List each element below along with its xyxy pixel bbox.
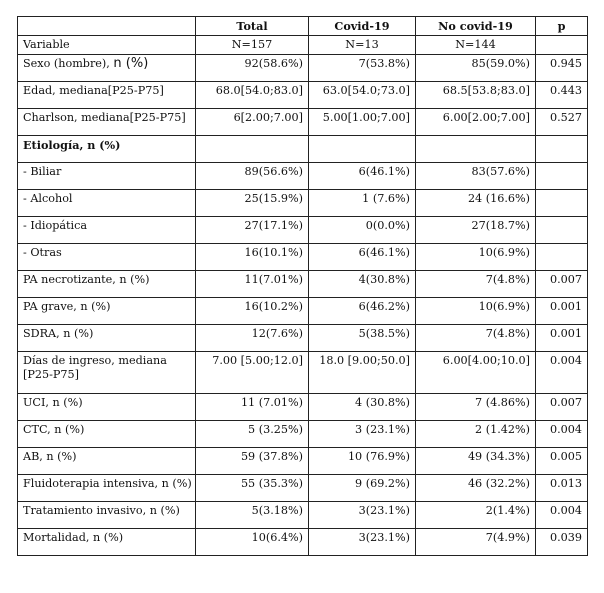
cell-no-covid: 46 (32.2%): [416, 475, 536, 502]
table-row: [18, 217, 588, 244]
table-row: [18, 82, 588, 109]
cell-p: 0.005: [536, 448, 588, 475]
row-label: Tratamiento invasivo, n (%): [18, 502, 196, 529]
cell-p: [536, 217, 588, 244]
cell-covid: 5(38.5%): [309, 325, 416, 352]
cell-p: 0.001: [536, 298, 588, 325]
header-total: Total: [196, 17, 309, 36]
cell-no-covid: 85(59.0%): [416, 55, 536, 82]
cell-covid: 0(0.0%): [309, 217, 416, 244]
table-row: [18, 529, 588, 556]
cell-total: 55 (35.3%): [196, 475, 309, 502]
cell-covid: 6(46.1%): [309, 244, 416, 271]
row-label: Etiología, n (%): [18, 136, 196, 163]
cell-p: [536, 163, 588, 190]
row-label: Charlson, mediana[P25-P75]: [18, 109, 196, 136]
cell-p: 0.004: [536, 502, 588, 529]
cell-no-covid: 27(18.7%): [416, 217, 536, 244]
row-label: Días de ingreso, mediana [P25-P75]: [18, 352, 196, 394]
subheader-variable: Variable: [18, 36, 196, 55]
header-row: [18, 17, 588, 36]
cell-covid: 6(46.1%): [309, 163, 416, 190]
cell-total: 16(10.1%): [196, 244, 309, 271]
row-label: Fluidoterapia intensiva, n (%): [18, 475, 196, 502]
cell-no-covid: 49 (34.3%): [416, 448, 536, 475]
table-row: [18, 271, 588, 298]
cell-covid: 4 (30.8%): [309, 394, 416, 421]
cell-no-covid: 6.00[4.00;10.0]: [416, 352, 536, 394]
cell-p: 0.443: [536, 82, 588, 109]
cell-covid: 6(46.2%): [309, 298, 416, 325]
cell-no-covid: 68.5[53.8;83.0]: [416, 82, 536, 109]
subheader-row: [18, 36, 588, 55]
table-row: [18, 421, 588, 448]
cell-total: 27(17.1%): [196, 217, 309, 244]
cell-total: [196, 136, 309, 163]
table-row: [18, 136, 588, 163]
table-row: [18, 55, 588, 82]
row-label: - Biliar: [18, 163, 196, 190]
row-label: Edad, mediana[P25-P75]: [18, 82, 196, 109]
table-row: [18, 394, 588, 421]
cell-p: 0.007: [536, 271, 588, 298]
table-row: [18, 448, 588, 475]
header-variable: [18, 17, 196, 36]
cell-p: [536, 190, 588, 217]
cell-total: 92(58.6%): [196, 55, 309, 82]
cell-p: 0.527: [536, 109, 588, 136]
cell-total: 68.0[54.0;83.0]: [196, 82, 309, 109]
subheader-covid: N=13: [309, 36, 416, 55]
cell-p: 0.004: [536, 421, 588, 448]
cell-total: 11(7.01%): [196, 271, 309, 298]
cell-p: 0.007: [536, 394, 588, 421]
table-row: [18, 352, 588, 394]
cell-total: 16(10.2%): [196, 298, 309, 325]
subheader-no-covid: N=144: [416, 36, 536, 55]
cell-p: 0.013: [536, 475, 588, 502]
header-p: p: [536, 17, 588, 36]
cell-no-covid: 83(57.6%): [416, 163, 536, 190]
cell-covid: 10 (76.9%): [309, 448, 416, 475]
cell-total: 10(6.4%): [196, 529, 309, 556]
row-label: - Idiopática: [18, 217, 196, 244]
cell-p: [536, 244, 588, 271]
results-table: [17, 16, 588, 556]
row-label: [18, 55, 196, 82]
table-row: [18, 163, 588, 190]
subheader-total: N=157: [196, 36, 309, 55]
row-label: CTC, n (%): [18, 421, 196, 448]
cell-p: 0.945: [536, 55, 588, 82]
table-row: [18, 190, 588, 217]
cell-total: 59 (37.8%): [196, 448, 309, 475]
row-label: - Otras: [18, 244, 196, 271]
cell-total: 6[2.00;7.00]: [196, 109, 309, 136]
table-row: [18, 298, 588, 325]
cell-covid: 63.0[54.0;73.0]: [309, 82, 416, 109]
cell-p: 0.004: [536, 352, 588, 394]
table-row: [18, 502, 588, 529]
row-label: - Alcohol: [18, 190, 196, 217]
table-row: [18, 244, 588, 271]
table-row: [18, 475, 588, 502]
cell-total: 12(7.6%): [196, 325, 309, 352]
cell-total: 89(56.6%): [196, 163, 309, 190]
cell-covid: 18.0 [9.00;50.0]: [309, 352, 416, 394]
cell-covid: 3 (23.1%): [309, 421, 416, 448]
row-label: PA grave, n (%): [18, 298, 196, 325]
cell-total: 25(15.9%): [196, 190, 309, 217]
cell-no-covid: 10(6.9%): [416, 244, 536, 271]
cell-covid: 3(23.1%): [309, 529, 416, 556]
cell-no-covid: [416, 136, 536, 163]
cell-no-covid: 2 (1.42%): [416, 421, 536, 448]
cell-covid: 1 (7.6%): [309, 190, 416, 217]
row-label-n: n (%): [113, 56, 149, 71]
table-row: [18, 109, 588, 136]
header-covid: Covid-19: [309, 17, 416, 36]
cell-covid: 9 (69.2%): [309, 475, 416, 502]
cell-covid: 5.00[1.00;7.00]: [309, 109, 416, 136]
cell-total: 5(3.18%): [196, 502, 309, 529]
table-row: [18, 325, 588, 352]
subheader-p: [536, 36, 588, 55]
row-label-text: Sexo (hombre),: [23, 57, 114, 70]
row-label: AB, n (%): [18, 448, 196, 475]
row-label: PA necrotizante, n (%): [18, 271, 196, 298]
cell-total: 11 (7.01%): [196, 394, 309, 421]
cell-p: 0.039: [536, 529, 588, 556]
cell-covid: [309, 136, 416, 163]
cell-p: 0.001: [536, 325, 588, 352]
cell-no-covid: 2(1.4%): [416, 502, 536, 529]
cell-no-covid: 7 (4.86%): [416, 394, 536, 421]
cell-covid: 7(53.8%): [309, 55, 416, 82]
cell-no-covid: 7(4.8%): [416, 271, 536, 298]
cell-no-covid: 7(4.8%): [416, 325, 536, 352]
cell-no-covid: 7(4.9%): [416, 529, 536, 556]
cell-no-covid: 10(6.9%): [416, 298, 536, 325]
row-label: Mortalidad, n (%): [18, 529, 196, 556]
cell-total: 7.00 [5.00;12.0]: [196, 352, 309, 394]
cell-no-covid: 24 (16.6%): [416, 190, 536, 217]
header-no-covid: No covid-19: [416, 17, 536, 36]
row-label: SDRA, n (%): [18, 325, 196, 352]
row-label: UCI, n (%): [18, 394, 196, 421]
cell-covid: 3(23.1%): [309, 502, 416, 529]
cell-total: 5 (3.25%): [196, 421, 309, 448]
cell-covid: 4(30.8%): [309, 271, 416, 298]
cell-no-covid: 6.00[2.00;7.00]: [416, 109, 536, 136]
cell-p: [536, 136, 588, 163]
